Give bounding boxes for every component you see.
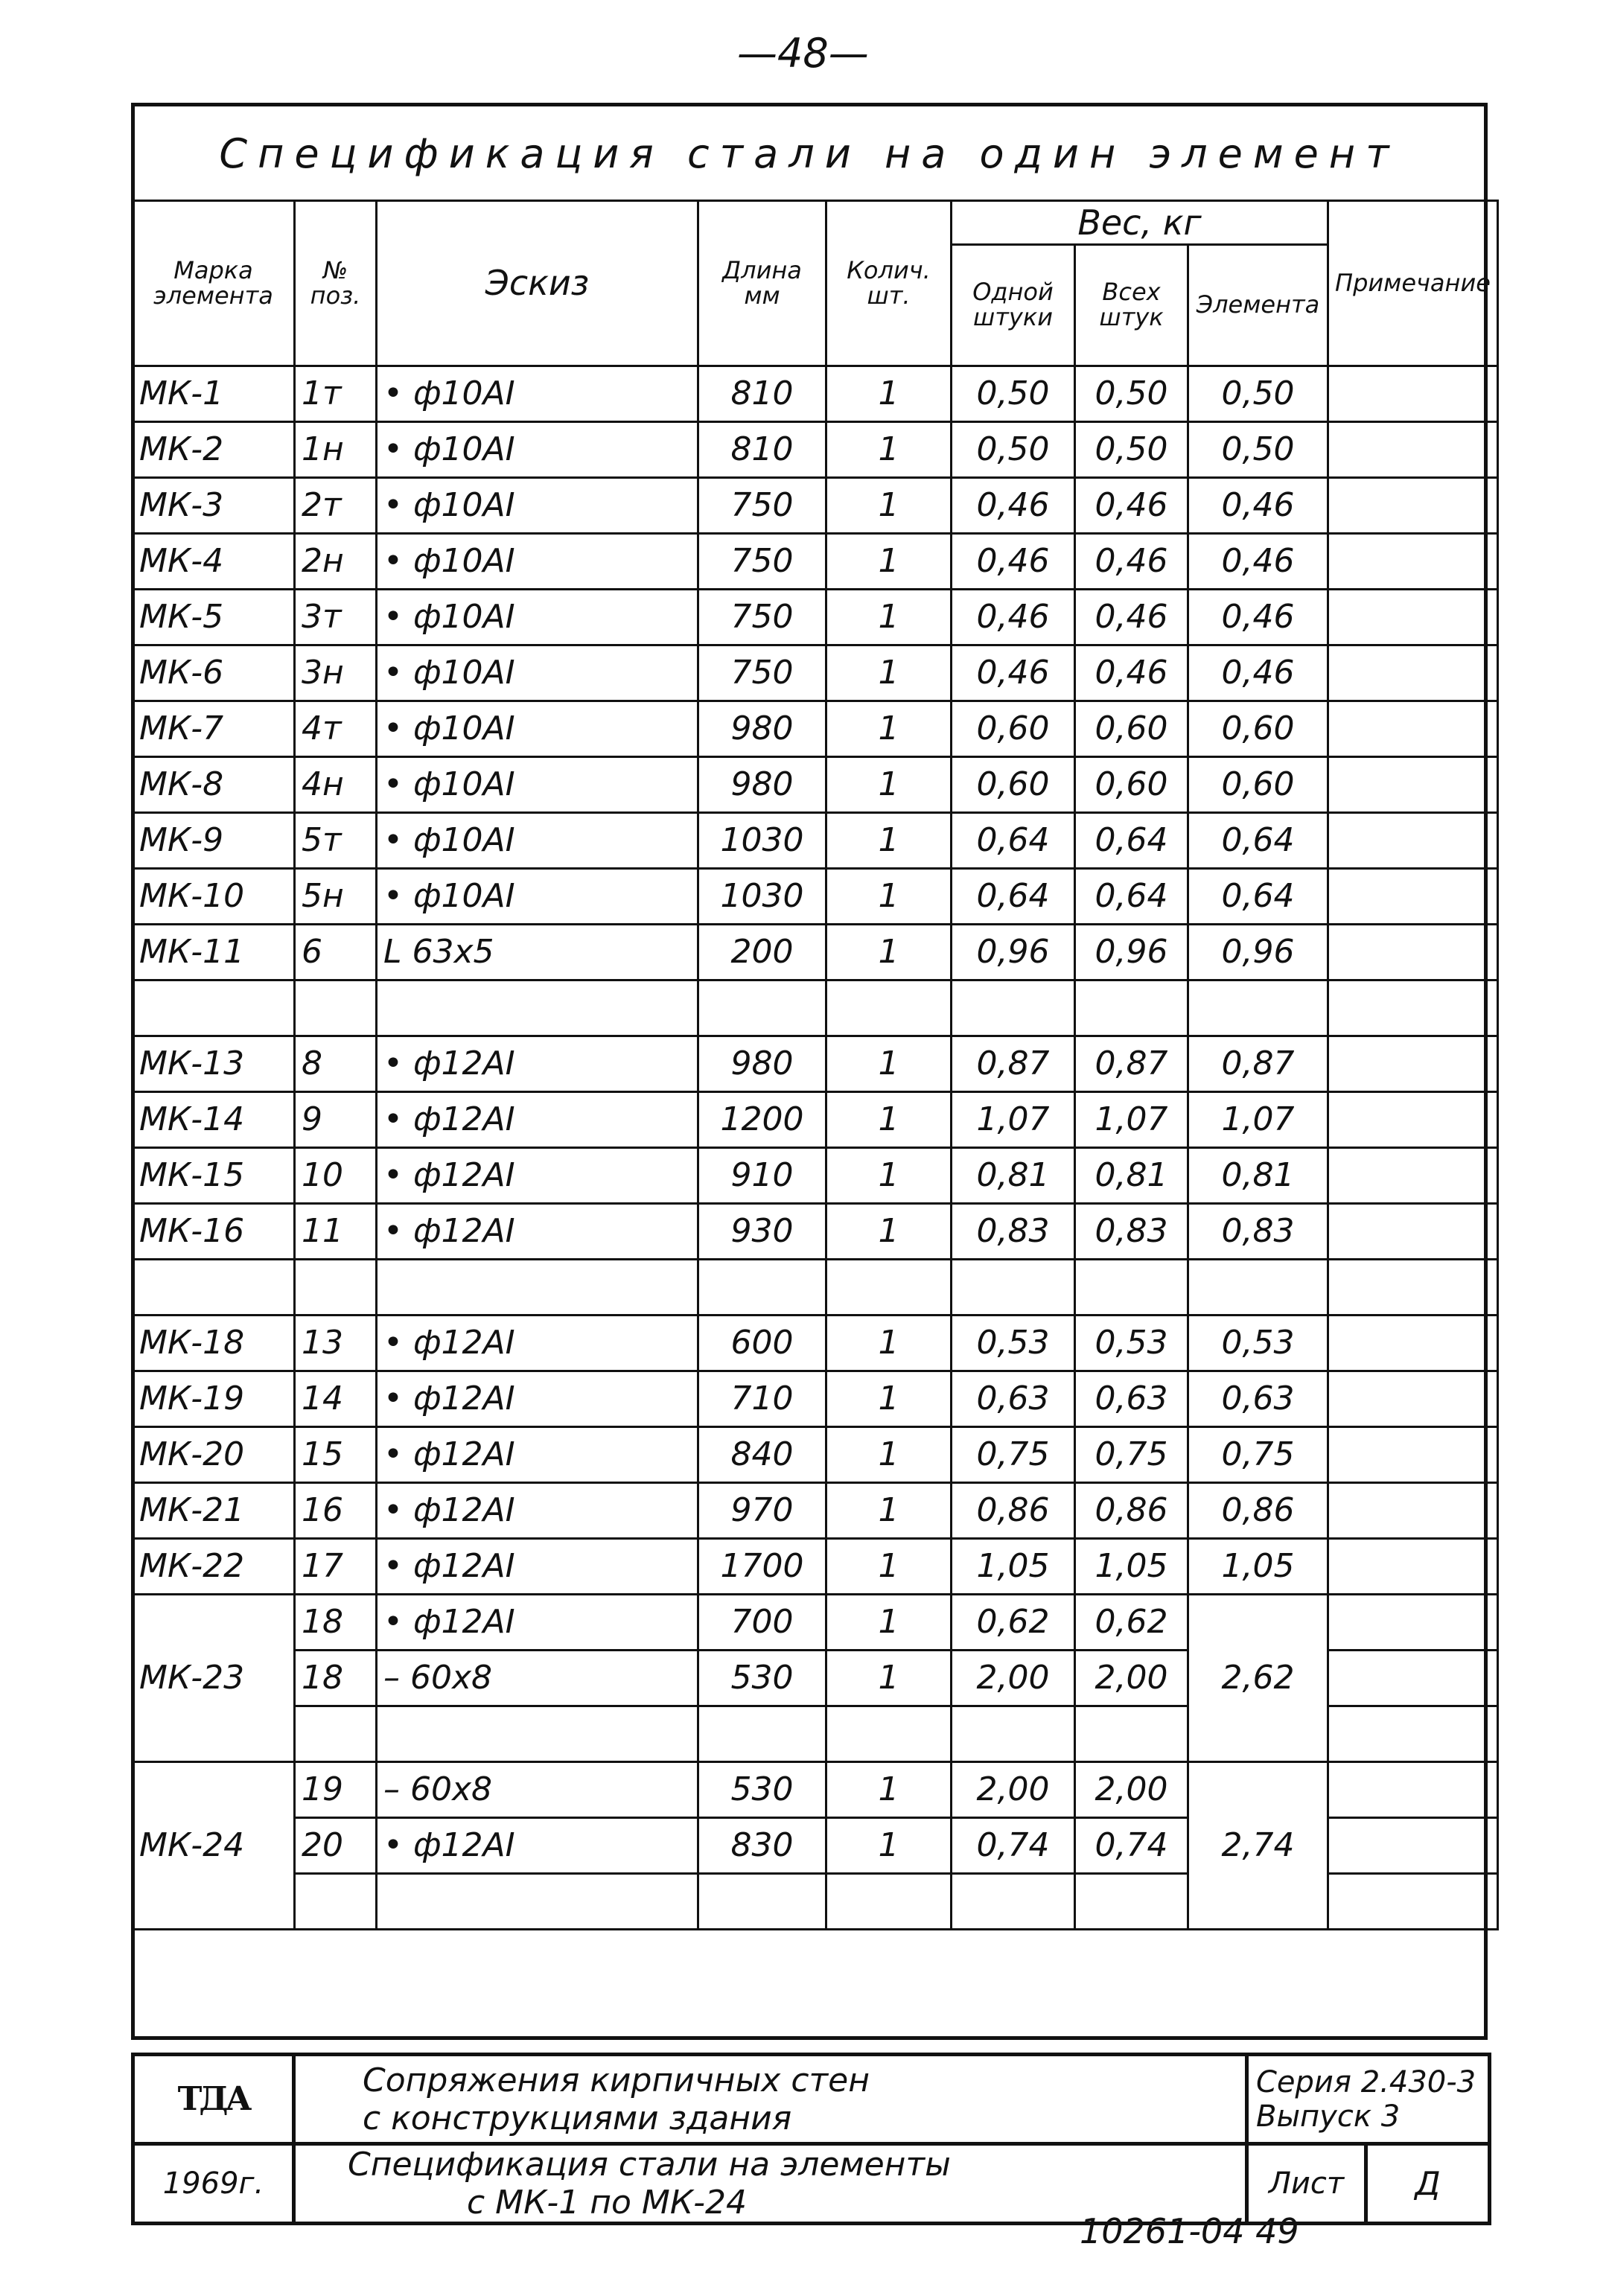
table-cell xyxy=(1328,1260,1498,1316)
table-row xyxy=(133,422,1498,478)
table-cell: 0,81 xyxy=(952,1148,1075,1204)
table-cell: 530 xyxy=(698,1762,826,1818)
table-cell xyxy=(952,1874,1075,1930)
sheet-title-line2: с МК-1 по МК-24 xyxy=(467,2184,747,2222)
table-cell: 1 xyxy=(826,1427,952,1483)
table-cell: 0,46 xyxy=(1188,478,1328,534)
table-cell xyxy=(1328,1316,1498,1371)
table-cell: • ф10АI xyxy=(377,645,698,701)
element-weight-mk23: 2,62 xyxy=(1188,1595,1328,1762)
table-cell: 830 xyxy=(698,1818,826,1874)
table-cell: МК-15 xyxy=(133,1148,295,1204)
table-cell: 1,07 xyxy=(1188,1092,1328,1148)
table-cell: 0,46 xyxy=(1075,645,1188,701)
table-cell: 1 xyxy=(826,590,952,645)
table-cell: 2н xyxy=(295,534,377,590)
table-row xyxy=(133,478,1498,534)
table-cell: 0,64 xyxy=(1075,869,1188,925)
table-cell: 1200 xyxy=(698,1092,826,1148)
table-cell: – 60x8 xyxy=(377,1651,698,1706)
table-cell: 20 xyxy=(295,1818,377,1874)
table-cell: • ф10АI xyxy=(377,478,698,534)
table-cell: 15 xyxy=(295,1427,377,1483)
table-cell: 1 xyxy=(826,701,952,757)
table-cell: 1 xyxy=(826,1036,952,1092)
table-cell xyxy=(377,1706,698,1762)
table-cell: 0,96 xyxy=(1188,925,1328,980)
table-cell: 750 xyxy=(698,590,826,645)
table-cell: 530 xyxy=(698,1651,826,1706)
table-cell: МК-5 xyxy=(133,590,295,645)
table-row xyxy=(133,1204,1498,1260)
table-row xyxy=(133,757,1498,813)
table-cell: 1 xyxy=(826,1483,952,1539)
table-cell: 5т xyxy=(295,813,377,869)
page-number: —48— xyxy=(737,30,869,77)
table-cell: 970 xyxy=(698,1483,826,1539)
table-cell: 0,74 xyxy=(1075,1818,1188,1874)
table-cell: 0,75 xyxy=(1188,1427,1328,1483)
header-weight-all: Всех штук xyxy=(1075,245,1188,366)
element-weight-mk24: 2,74 xyxy=(1188,1762,1328,1930)
table-row xyxy=(133,590,1498,645)
table-cell: 810 xyxy=(698,422,826,478)
table-row xyxy=(133,1316,1498,1371)
table-cell: МК-22 xyxy=(133,1539,295,1595)
table-cell: 0,50 xyxy=(952,366,1075,422)
table-cell: 0,46 xyxy=(952,534,1075,590)
table-cell: 700 xyxy=(698,1595,826,1651)
table-cell: 1 xyxy=(826,645,952,701)
table-cell: 0,81 xyxy=(1188,1148,1328,1204)
table-cell: 710 xyxy=(698,1371,826,1427)
table-cell: 0,74 xyxy=(952,1818,1075,1874)
table-cell xyxy=(1328,757,1498,813)
header-note: Примечание xyxy=(1328,201,1498,366)
table-cell: 0,83 xyxy=(1188,1204,1328,1260)
table-row xyxy=(133,1539,1498,1595)
table-cell: 14 xyxy=(295,1371,377,1427)
table-cell: 0,64 xyxy=(1188,869,1328,925)
sheet-title-line1: Спецификация стали на элементы xyxy=(348,2146,951,2184)
table-cell: 1700 xyxy=(698,1539,826,1595)
table-cell xyxy=(952,980,1075,1036)
table-cell: МК-11 xyxy=(133,925,295,980)
table-cell: МК-20 xyxy=(133,1427,295,1483)
table-cell: МК-16 xyxy=(133,1204,295,1260)
table-cell xyxy=(1075,980,1188,1036)
table-cell: 0,60 xyxy=(1075,701,1188,757)
table-cell: 1,05 xyxy=(1188,1539,1328,1595)
table-cell: 750 xyxy=(698,478,826,534)
table-cell: 9 xyxy=(295,1092,377,1148)
table-cell: 930 xyxy=(698,1204,826,1260)
table-cell: • ф10АI xyxy=(377,813,698,869)
table-cell: 600 xyxy=(698,1316,826,1371)
table-cell: 11 xyxy=(295,1204,377,1260)
table-cell: • ф12АI xyxy=(377,1204,698,1260)
table-cell: • ф10АI xyxy=(377,534,698,590)
table-cell: 0,46 xyxy=(1075,478,1188,534)
table-cell: 18 xyxy=(295,1595,377,1651)
table-cell: 1 xyxy=(826,925,952,980)
table-cell: 0,64 xyxy=(1188,813,1328,869)
table-cell: 0,50 xyxy=(1188,366,1328,422)
table-cell xyxy=(1328,1818,1498,1874)
table-cell: 1 xyxy=(826,1316,952,1371)
table-cell: 0,64 xyxy=(952,869,1075,925)
table-cell: 1 xyxy=(826,478,952,534)
table-cell xyxy=(1328,590,1498,645)
sheet-label: Лист xyxy=(1247,2144,1366,2224)
table-cell xyxy=(133,980,295,1036)
table-cell xyxy=(295,980,377,1036)
table-cell xyxy=(1075,1706,1188,1762)
table-cell xyxy=(1328,701,1498,757)
table-cell: 980 xyxy=(698,757,826,813)
table-cell: • ф12АI xyxy=(377,1371,698,1427)
table-cell: 1 xyxy=(826,1092,952,1148)
table-cell xyxy=(1328,980,1498,1036)
table-row xyxy=(133,1371,1498,1427)
table-cell xyxy=(1328,869,1498,925)
table-cell: 1 xyxy=(826,757,952,813)
table-row xyxy=(133,701,1498,757)
table-cell: 0,60 xyxy=(1188,757,1328,813)
table-cell xyxy=(698,1874,826,1930)
table-cell: 0,64 xyxy=(952,813,1075,869)
table-cell: 16 xyxy=(295,1483,377,1539)
table-cell: 1 xyxy=(826,1651,952,1706)
table-cell: 0,60 xyxy=(1075,757,1188,813)
table-cell: 18 xyxy=(295,1651,377,1706)
specification-title: Спецификация стали на один элемент xyxy=(219,130,1400,177)
table-cell: 1 xyxy=(826,1818,952,1874)
table-cell: 0,64 xyxy=(1075,813,1188,869)
sheet-number: Д xyxy=(1366,2144,1490,2224)
table-cell: МК-18 xyxy=(133,1316,295,1371)
table-cell: 0,60 xyxy=(952,701,1075,757)
specification-table xyxy=(131,200,1499,1930)
table-cell xyxy=(952,1706,1075,1762)
table-cell: 750 xyxy=(698,645,826,701)
project-title-line2: с конструкциями здания xyxy=(363,2099,792,2137)
table-cell: 0,63 xyxy=(952,1371,1075,1427)
table-cell xyxy=(1328,1874,1498,1930)
organization-logo: ТДА xyxy=(133,2055,294,2144)
table-cell: 1030 xyxy=(698,869,826,925)
table-cell: МК-21 xyxy=(133,1483,295,1539)
table-cell: 0,60 xyxy=(1188,701,1328,757)
table-cell: 6 xyxy=(295,925,377,980)
table-row-mk24 xyxy=(133,1762,1498,1818)
table-cell: 2,00 xyxy=(1075,1762,1188,1818)
table-cell: 0,62 xyxy=(952,1595,1075,1651)
table-cell xyxy=(1328,1148,1498,1204)
table-cell: МК-13 xyxy=(133,1036,295,1092)
table-cell xyxy=(1188,1260,1328,1316)
table-cell: 0,50 xyxy=(1188,422,1328,478)
table-cell xyxy=(826,980,952,1036)
table-cell: МК-19 xyxy=(133,1371,295,1427)
table-cell: 1 xyxy=(826,1539,952,1595)
title-block xyxy=(131,2053,1491,2225)
table-cell xyxy=(1328,645,1498,701)
table-cell: 0,83 xyxy=(952,1204,1075,1260)
table-cell: 1 xyxy=(826,534,952,590)
table-cell: 1030 xyxy=(698,813,826,869)
table-cell: 0,96 xyxy=(1075,925,1188,980)
table-cell xyxy=(1188,980,1328,1036)
header-mark: Марка элемента xyxy=(133,201,295,366)
project-title-line1: Сопряжения кирпичных стен xyxy=(363,2061,870,2099)
table-cell xyxy=(1328,1539,1498,1595)
mark-mk24: МК-24 xyxy=(133,1762,295,1930)
table-cell: 0,46 xyxy=(1188,590,1328,645)
table-cell: • ф10АI xyxy=(377,422,698,478)
table-cell: • ф12АI xyxy=(377,1539,698,1595)
table-row xyxy=(133,1148,1498,1204)
table-row xyxy=(133,534,1498,590)
table-cell: 0,86 xyxy=(1188,1483,1328,1539)
table-cell: 0,63 xyxy=(1188,1371,1328,1427)
table-cell: 0,53 xyxy=(952,1316,1075,1371)
header-position: № поз. xyxy=(295,201,377,366)
table-cell: 0,62 xyxy=(1075,1595,1188,1651)
header-weight-element: Элемента xyxy=(1188,245,1328,366)
table-row-mk23 xyxy=(133,1595,1498,1651)
table-cell xyxy=(295,1260,377,1316)
table-cell: • ф10АI xyxy=(377,701,698,757)
table-cell: 0,46 xyxy=(952,478,1075,534)
table-cell: МК-9 xyxy=(133,813,295,869)
table-cell xyxy=(698,980,826,1036)
table-cell: 1 xyxy=(826,1204,952,1260)
table-cell: 17 xyxy=(295,1539,377,1595)
table-cell: 0,83 xyxy=(1075,1204,1188,1260)
table-cell: 0,53 xyxy=(1188,1316,1328,1371)
table-cell xyxy=(133,1260,295,1316)
table-cell: МК-4 xyxy=(133,534,295,590)
table-cell: МК-3 xyxy=(133,478,295,534)
table-cell: 1 xyxy=(826,1595,952,1651)
table-cell: 4т xyxy=(295,701,377,757)
table-cell xyxy=(952,1260,1075,1316)
table-cell xyxy=(1328,1036,1498,1092)
table-cell: 810 xyxy=(698,366,826,422)
table-cell: МК-7 xyxy=(133,701,295,757)
table-row xyxy=(133,1092,1498,1148)
table-cell: • ф12АI xyxy=(377,1316,698,1371)
table-row xyxy=(133,1036,1498,1092)
inventory-code: 10261-04 49 xyxy=(1080,2211,1299,2251)
table-cell: 1 xyxy=(826,1148,952,1204)
table-cell: 0,46 xyxy=(1075,534,1188,590)
table-cell xyxy=(1328,1706,1498,1762)
table-cell xyxy=(295,1874,377,1930)
table-cell xyxy=(1328,1651,1498,1706)
table-cell: МК-8 xyxy=(133,757,295,813)
table-cell: 840 xyxy=(698,1427,826,1483)
table-cell: 5н xyxy=(295,869,377,925)
table-cell: • ф12АI xyxy=(377,1092,698,1148)
table-cell xyxy=(1328,478,1498,534)
table-cell: 910 xyxy=(698,1148,826,1204)
table-cell xyxy=(1075,1874,1188,1930)
table-cell xyxy=(377,1874,698,1930)
table-cell xyxy=(1328,813,1498,869)
table-cell: • ф12АI xyxy=(377,1818,698,1874)
table-cell: 0,46 xyxy=(952,590,1075,645)
table-cell: 0,46 xyxy=(952,645,1075,701)
table-cell: • ф12АI xyxy=(377,1595,698,1651)
header-sketch: Эскиз xyxy=(377,201,698,366)
mark-mk23: МК-23 xyxy=(133,1595,295,1762)
year: 1969г. xyxy=(133,2144,294,2224)
table-cell: 750 xyxy=(698,534,826,590)
project-title xyxy=(294,2055,1247,2144)
table-row-empty xyxy=(133,980,1498,1036)
table-cell xyxy=(1328,1762,1498,1818)
table-cell: • ф10АI xyxy=(377,757,698,813)
table-cell: 980 xyxy=(698,1036,826,1092)
table-cell: 0,63 xyxy=(1075,1371,1188,1427)
table-row xyxy=(133,1483,1498,1539)
table-cell: 980 xyxy=(698,701,826,757)
table-cell xyxy=(1328,1483,1498,1539)
table-cell: 2,00 xyxy=(952,1651,1075,1706)
table-cell: 1,07 xyxy=(1075,1092,1188,1148)
table-cell xyxy=(1328,366,1498,422)
table-row-empty xyxy=(133,1260,1498,1316)
table-cell: 19 xyxy=(295,1762,377,1818)
table-cell: 0,86 xyxy=(952,1483,1075,1539)
table-cell: 2,00 xyxy=(952,1762,1075,1818)
table-cell xyxy=(295,1706,377,1762)
header-length: Длина мм xyxy=(698,201,826,366)
table-cell xyxy=(1075,1260,1188,1316)
table-cell: МК-6 xyxy=(133,645,295,701)
table-cell xyxy=(1328,1427,1498,1483)
table-cell xyxy=(1328,534,1498,590)
table-cell: 1 xyxy=(826,813,952,869)
table-cell: 0,60 xyxy=(952,757,1075,813)
table-cell: МК-2 xyxy=(133,422,295,478)
table-cell: 0,50 xyxy=(1075,422,1188,478)
table-cell: 13 xyxy=(295,1316,377,1371)
table-cell: 0,75 xyxy=(1075,1427,1188,1483)
table-cell: 0,75 xyxy=(952,1427,1075,1483)
table-cell: 1т xyxy=(295,366,377,422)
table-cell: 0,86 xyxy=(1075,1483,1188,1539)
table-cell: – 60x8 xyxy=(377,1762,698,1818)
table-cell: 2,00 xyxy=(1075,1651,1188,1706)
table-cell: 1,05 xyxy=(1075,1539,1188,1595)
table-cell xyxy=(698,1260,826,1316)
table-cell xyxy=(1328,1371,1498,1427)
table-cell: 3т xyxy=(295,590,377,645)
series-number: Серия 2.430-3 xyxy=(1256,2064,1476,2099)
table-row xyxy=(133,366,1498,422)
table-cell: 0,81 xyxy=(1075,1148,1188,1204)
table-cell xyxy=(1328,1595,1498,1651)
table-cell: 0,50 xyxy=(1075,366,1188,422)
table-cell: 3н xyxy=(295,645,377,701)
table-cell xyxy=(377,980,698,1036)
table-cell: 1 xyxy=(826,1762,952,1818)
table-cell xyxy=(1328,1092,1498,1148)
table-cell: 1 xyxy=(826,1371,952,1427)
header-weight-group: Вес, кг xyxy=(952,201,1328,245)
table-cell xyxy=(826,1260,952,1316)
table-row xyxy=(133,1427,1498,1483)
table-cell: МК-14 xyxy=(133,1092,295,1148)
table-cell: 0,87 xyxy=(1075,1036,1188,1092)
table-cell: • ф12АI xyxy=(377,1427,698,1483)
header-quantity: Колич. шт. xyxy=(826,201,952,366)
table-cell xyxy=(826,1706,952,1762)
table-cell: 0,50 xyxy=(952,422,1075,478)
table-cell: МК-10 xyxy=(133,869,295,925)
table-cell xyxy=(826,1874,952,1930)
table-cell: МК-1 xyxy=(133,366,295,422)
table-cell: 10 xyxy=(295,1148,377,1204)
table-row xyxy=(133,645,1498,701)
table-cell: 0,53 xyxy=(1075,1316,1188,1371)
table-cell: 0,46 xyxy=(1188,534,1328,590)
table-cell xyxy=(1328,925,1498,980)
table-cell: 200 xyxy=(698,925,826,980)
table-row xyxy=(133,813,1498,869)
table-cell: 1,05 xyxy=(952,1539,1075,1595)
table-cell: • ф10АI xyxy=(377,869,698,925)
table-cell xyxy=(698,1706,826,1762)
table-row xyxy=(133,925,1498,980)
header-weight-one: Одной штуки xyxy=(952,245,1075,366)
table-cell: • ф10АI xyxy=(377,590,698,645)
table-cell: 1 xyxy=(826,366,952,422)
table-cell: 1н xyxy=(295,422,377,478)
table-cell: 0,96 xyxy=(952,925,1075,980)
table-cell: 0,46 xyxy=(1188,645,1328,701)
table-cell: 1 xyxy=(826,869,952,925)
table-cell: L 63x5 xyxy=(377,925,698,980)
table-cell: • ф12АI xyxy=(377,1148,698,1204)
table-cell xyxy=(377,1260,698,1316)
table-cell: 0,87 xyxy=(952,1036,1075,1092)
table-cell: 1,07 xyxy=(952,1092,1075,1148)
table-cell: • ф12АI xyxy=(377,1483,698,1539)
table-cell: 8 xyxy=(295,1036,377,1092)
table-cell: 2т xyxy=(295,478,377,534)
table-cell: 4н xyxy=(295,757,377,813)
table-cell: • ф10АI xyxy=(377,366,698,422)
table-row xyxy=(133,869,1498,925)
table-cell: 0,87 xyxy=(1188,1036,1328,1092)
issue-number: Выпуск 3 xyxy=(1256,2099,1401,2134)
table-cell: 1 xyxy=(826,422,952,478)
table-cell: 0,46 xyxy=(1075,590,1188,645)
table-cell xyxy=(1328,422,1498,478)
table-cell: • ф12АI xyxy=(377,1036,698,1092)
table-cell xyxy=(1328,1204,1498,1260)
series-info xyxy=(1247,2055,1490,2144)
